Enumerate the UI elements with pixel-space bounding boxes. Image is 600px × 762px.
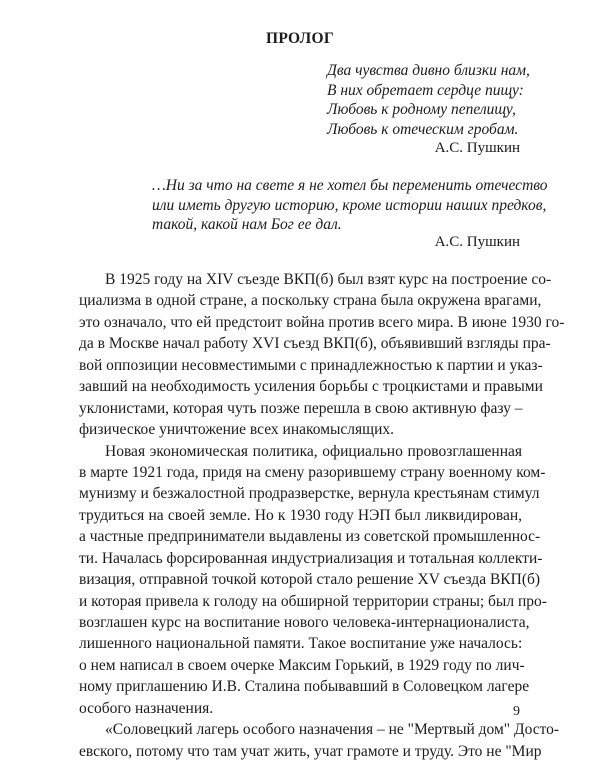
text-line: физическое уничтожение всех инакомыслящих. (79, 421, 395, 439)
epigraph-line: такой, какой нам Бог ее дал. (152, 216, 342, 234)
text-line: визация, отправной точкой которой стало решение XV съезда ВКП(б) (79, 571, 541, 589)
text-line: это означало, что ей предстоит война против всего мира. В июне 1930 го- (79, 313, 565, 331)
text-line: В 1925 году на XIV съезде ВКП(б) был взят курс на построение со- (105, 271, 552, 288)
text-line: циализма в одной стране, а поскольку страна была окружена врагами, (79, 292, 542, 310)
text-line: вой оппозиции несовместимыми с принадлежностью к партии и указ- (79, 356, 543, 374)
text-line: «Соловецкий лагерь особого назначения – не "Мертвый дом" Досто- (105, 721, 560, 739)
text-line: в марте 1921 года, придя на смену разорившему страну военному ком- (79, 463, 546, 481)
epigraph-line: Любовь к родному пепелищу, (327, 101, 516, 119)
epigraph-line: Любовь к отеческим гробам. (327, 120, 519, 138)
text-line: да в Москве начал работу XVI съезд ВКП(б), объявивший взгляды пра- (79, 335, 551, 353)
text-line: и которая привела к голоду на обширной территории страны; был про- (79, 592, 547, 610)
text-line: Новая экономическая политика, официально провозглашенная (105, 442, 522, 460)
text-line: евского, потому что там учат жить, учат грамоте и труду. Это не "Мир (79, 742, 542, 760)
text-line: завший на необходимость усиления борьбы с троцкистами и правыми (79, 378, 543, 396)
epigraph-line: Два чувства дивно близки нам, (327, 62, 530, 79)
epigraph-2 (152, 176, 548, 235)
paragraph (79, 719, 560, 762)
text-line: уклонистами, которая чуть позже перешла в свою активную фазу – (79, 399, 523, 417)
epigraph-1-author: А.С. Пушкин (434, 140, 520, 156)
text-line: ному приглашению И.В. Сталина побывавший в Соловецком лагере (79, 678, 530, 696)
epigraph-line: В них обретает сердце пищу: (327, 81, 524, 99)
text-line: мунизму и безжалостной продразверстке, вернула крестьянам стимул (79, 485, 540, 503)
text-line: о нем написал в своем очерке Максим Горький, в 1929 году по лич- (79, 656, 525, 674)
text-line: лишенного национальной памяти. Такое воспитание уже началось: (79, 635, 523, 653)
epigraph-2-author: А.С. Пушкин (434, 234, 520, 250)
body-text (79, 269, 565, 762)
paragraph (79, 441, 547, 720)
epigraph-line: …Ни за что на свете я не хотел бы переменить отечество (152, 177, 548, 194)
text-line: особого назначения. (79, 699, 214, 717)
text-line: возглашен курс на воспитание нового человека-интернационалиста, (79, 614, 530, 631)
chapter-title: ПРОЛОГ (266, 30, 334, 47)
epigraph-1 (327, 61, 530, 139)
text-line: трудиться на своей земле. Но к 1930 году НЭП был ликвидирован, (79, 506, 522, 524)
paragraph (79, 269, 565, 441)
epigraph-line: или иметь другую историю, кроме истории наших предков, (152, 196, 547, 214)
text-line: а частные предприниматели выдавлены из советской промышленнос- (79, 528, 541, 546)
page-number: 9 (513, 704, 520, 719)
text-line: ти. Началась форсированная индустриализация и тотальная коллекти- (79, 549, 543, 567)
